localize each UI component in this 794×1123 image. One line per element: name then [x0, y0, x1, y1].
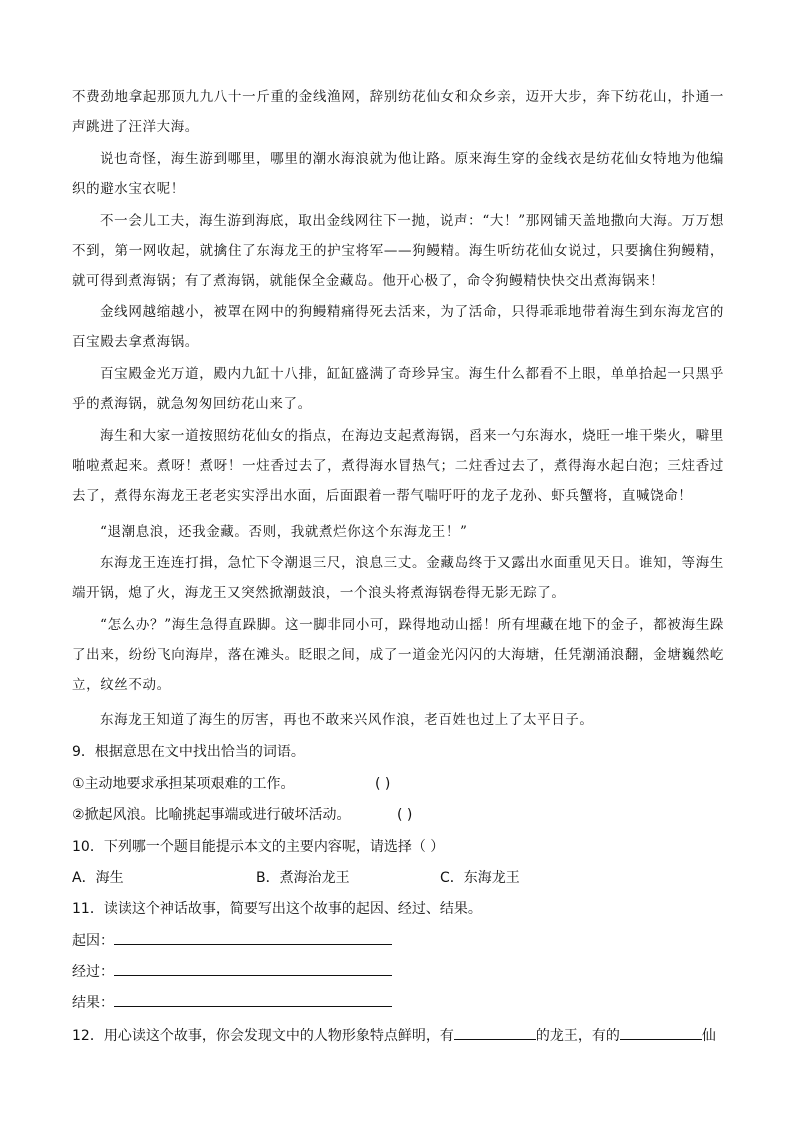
story-paragraph-2: 说也奇怪，海生游到哪里，哪里的潮水海浪就为他让路。原来海生穿的金线衣是纺花仙女特地为他编织的避水宝衣呢！ — [72, 151, 724, 197]
story-paragraph-5: 百宝殿金光万道，殿内九缸十八排，缸缸盛满了奇珍异宝。海生什么都看不上眼，单单拾起一只黑乎乎的煮海锅，就急匆匆回纺花山来了。 — [72, 366, 724, 412]
question-11-process-label: 经过： — [72, 964, 114, 980]
question-10-title: 10．下列哪一个题目能提示本文的主要内容呢，请选择（ ） — [72, 839, 445, 855]
question-11-cause-row — [72, 930, 732, 952]
story-paragraph-8: 东海龙王连连打揖，急忙下令潮退三尺，浪息三丈。金藏岛终于又露出水面重见天日。谁知，等海生端开锅，熄了火，海龙王又突然掀潮鼓浪，一个浪头将煮海锅卷得无影无踪了。 — [72, 555, 724, 601]
question-11-result-line[interactable] — [114, 992, 392, 1007]
story-paragraph-1: 不费劲地拿起那顶九九八十一斤重的金线渔网，辞别纺花仙女和众乡亲，迈开大步，奔下纺花山，扑通一声跳进了汪洋大海。 — [72, 89, 724, 135]
question-10-options — [72, 867, 732, 889]
question-10-option-a[interactable]: A．海生 — [72, 870, 124, 886]
question-11-process-line[interactable] — [114, 961, 392, 976]
question-10-option-b[interactable]: B．煮海治龙王 — [256, 870, 350, 886]
question-12-blank-1[interactable] — [454, 1025, 536, 1040]
question-10-option-c[interactable]: C．东海龙王 — [440, 870, 520, 886]
story-paragraph-10: 东海龙王知道了海生的厉害，再也不敢来兴风作浪，老百姓也过上了太平日子。 — [100, 712, 594, 728]
question-9-title: 9．根据意思在文中找出恰当的词语。 — [72, 744, 305, 760]
story-paragraph-9: “怎么办？”海生急得直跺脚。这一脚非同小可，跺得地动山摇！所有埋藏在地下的金子，都被海生跺了出来，纷纷飞向海岸，落在滩头。眨眼之间，成了一道金光闪闪的大海塘，任凭潮涌浪翻，金塘巍然屹立，纹丝不动。 — [72, 617, 724, 693]
question-11-cause-line[interactable] — [114, 930, 392, 945]
question-9b-text: ②掀起风浪。比喻挑起事端或进行破坏活动。 — [72, 807, 351, 823]
question-9b-answer-blank[interactable]: ( ) — [397, 807, 413, 823]
story-paragraph-3: 不一会儿工夫，海生游到海底，取出金线网往下一抛，说声：“大！”那网铺天盖地撒向大海。万万想不到，第一网收起，就擒住了东海龙王的护宝将军——狗鳗精。海生听纺花仙女说过，只要擒住狗鳗精，就可得到煮海锅；有了煮海锅，就能保全金藏岛。他开心极了，命令狗鳗精快快交出煮海锅来！ — [72, 213, 724, 289]
question-12-text-3: 仙 — [701, 1028, 716, 1044]
question-11-cause-label: 起因： — [72, 933, 114, 949]
question-9b — [72, 804, 732, 826]
story-paragraph-4: 金线网越缩越小，被罩在网中的狗鳗精痛得死去活来，为了活命，只得乖乖地带着海生到东海龙宫的百宝殿去拿煮海锅。 — [72, 304, 724, 350]
question-9a-answer-blank[interactable]: ( ) — [375, 776, 391, 792]
question-11-result-label: 结果： — [72, 995, 114, 1011]
question-12-text-2: 的龙王，有的 — [535, 1028, 620, 1044]
question-9a — [72, 773, 732, 795]
question-12 — [72, 1025, 732, 1047]
question-11-process-row — [72, 961, 732, 983]
question-11-title: 11．读读这个神话故事，简要写出这个故事的起因、经过、结果。 — [72, 901, 482, 917]
question-12-text-1: 12．用心读这个故事，你会发现文中的人物形象特点鲜明，有 — [72, 1028, 454, 1044]
story-paragraph-6: 海生和大家一道按照纺花仙女的指点，在海边支起煮海锅，舀来一勺东海水，烧旺一堆干柴火，噼里啪啦煮起来。煮呀！煮呀！一炷香过去了，煮得海水冒热气；二炷香过去了，煮得海水起白泡；三炷香过去了，煮得东海龙王老老实实浮出水面，后面跟着一帮气喘吁吁的龙子龙孙、虾兵蟹将，直喊饶命！ — [72, 428, 724, 504]
question-9a-text: ①主动地要求承担某项艰难的工作。 — [72, 776, 295, 792]
question-12-blank-2[interactable] — [620, 1025, 702, 1040]
question-11-result-row — [72, 992, 732, 1014]
story-paragraph-7: “退潮息浪，还我金藏。否则，我就煮烂你这个东海龙王！” — [100, 524, 468, 540]
